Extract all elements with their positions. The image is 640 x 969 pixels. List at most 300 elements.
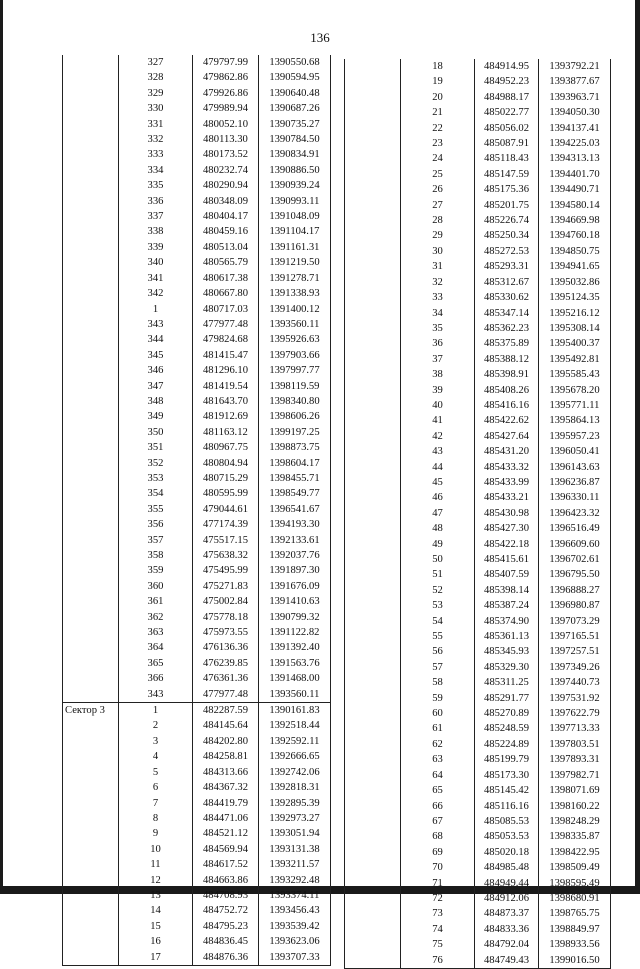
point-number: 334 [119,163,193,178]
coordinate-y: 1395864.13 [549,415,600,427]
table-row [63,780,331,795]
point-number: 59 [401,691,475,706]
sector-cell [345,506,401,521]
coordinate-y: 1397982.71 [549,769,600,781]
coordinate-y: 1398849.97 [549,923,600,935]
sector-cell [345,691,401,706]
coordinate-y: 1398595.49 [549,877,600,889]
point-number: 32 [401,275,475,290]
point-number: 48 [401,521,475,536]
table-row [345,953,611,969]
coordinate-x: 485422.62 [475,413,539,428]
coordinate-x: 477977.48 [193,317,259,332]
sector-label [63,625,119,640]
point-number: 353 [119,471,193,486]
table-row [345,614,611,629]
sector-label [63,409,119,424]
table-row [63,842,331,857]
coordinate-y: 1398765.75 [549,908,600,920]
coordinate-x: 480173.52 [193,147,259,162]
point-number: 64 [401,768,475,783]
table-row [63,194,331,209]
point-number: 67 [401,814,475,829]
table-row [63,70,331,85]
coordinate-x: 485398.14 [475,583,539,598]
sector-cell [345,444,401,459]
point-number: 47 [401,506,475,521]
coordinate-y: 1391161.31 [269,241,320,253]
point-number: 42 [401,429,475,444]
coordinate-y: 1395032.86 [549,276,600,288]
sector-cell [345,860,401,875]
coordinate-y: 1394490.71 [549,184,600,196]
point-number: 361 [119,594,193,609]
point-number: 344 [119,332,193,347]
point-number: 46 [401,490,475,505]
coordinate-x: 484952.23 [475,74,539,89]
coordinate-x: 485085.53 [475,814,539,829]
coordinate-x: 480232.74 [193,163,259,178]
coordinate-y: 1391676.09 [269,580,320,592]
sector-label [63,55,119,70]
table-row [63,950,331,966]
point-number: 75 [401,937,475,952]
coordinate-y: 1393623.06 [269,936,320,948]
sector-label [63,317,119,332]
sector-label [63,178,119,193]
point-number: 71 [401,876,475,891]
sector-label [63,255,119,270]
coordinate-y: 1394137.41 [549,122,600,134]
table-row [63,671,331,686]
sector-cell [345,167,401,182]
point-number: 8 [119,811,193,826]
sector-label [63,903,119,918]
table-row [63,379,331,394]
sector-cell [345,614,401,629]
table-row [345,644,611,659]
table-row [63,486,331,501]
coordinate-x: 485361.13 [475,629,539,644]
sector-cell [345,706,401,721]
coordinate-y: 1397903.66 [269,349,320,361]
sector-cell [345,537,401,552]
point-number: 1 [119,703,193,719]
point-number: 53 [401,598,475,613]
point-number: 30 [401,244,475,259]
coordinate-y: 1391122.82 [269,627,320,639]
coordinate-x: 475517.15 [193,533,259,548]
point-number: 39 [401,383,475,398]
table-row [345,136,611,151]
coordinate-y: 1392742.06 [269,766,320,778]
coordinate-x: 484617.52 [193,857,259,872]
sector-label [63,363,119,378]
sector-label [63,101,119,116]
coordinate-y: 1396980.87 [549,600,600,612]
table-row [345,383,611,398]
point-number: 339 [119,240,193,255]
coordinate-y: 1399016.50 [549,954,600,966]
sector-label [63,348,119,363]
sector-label [63,671,119,686]
table-row [345,598,611,613]
coordinate-x: 480804.94 [193,456,259,471]
table-row [345,429,611,444]
coordinate-x: 485175.36 [475,182,539,197]
coordinate-y: 1390550.68 [269,57,320,68]
sector-cell [345,121,401,136]
sector-label [63,209,119,224]
point-number: 66 [401,799,475,814]
coordinate-x: 485020.18 [475,845,539,860]
coordinate-y: 1390784.50 [269,134,320,146]
coordinate-y: 1390640.48 [269,87,320,99]
coordinate-x: 485408.26 [475,383,539,398]
table-row [63,209,331,224]
table-row [63,440,331,455]
coordinate-y: 1394193.30 [269,519,320,531]
coordinate-y: 1395957.23 [549,430,600,442]
table-row [345,922,611,937]
sector-cell [345,198,401,213]
coordinate-x: 481419.54 [193,379,259,394]
coordinate-y: 1391219.50 [269,257,320,269]
coordinate-y: 1396330.11 [549,492,600,504]
coordinate-x: 484202.80 [193,734,259,749]
table-row [345,583,611,598]
table-row [345,167,611,182]
sector-label [63,687,119,703]
sector-cell [345,845,401,860]
sector-label [63,656,119,671]
table-row [63,286,331,301]
table-row [345,737,611,752]
point-number: 360 [119,579,193,594]
coordinate-y: 1392592.11 [269,735,320,747]
coordinate-y: 1398873.75 [269,442,320,454]
table-row [63,240,331,255]
table-row [63,224,331,239]
coordinate-y: 1393707.33 [269,951,320,963]
coordinate-x: 480715.29 [193,471,259,486]
coordinate-x: 484876.36 [193,950,259,966]
coordinate-x: 484912.06 [475,891,539,906]
coordinate-y: 1391104.17 [269,226,320,238]
point-number: 332 [119,132,193,147]
coordinate-x: 484873.37 [475,906,539,921]
coordinate-x: 475638.32 [193,548,259,563]
table-row [345,321,611,336]
coordinate-y: 1390161.83 [259,703,331,719]
table-row [345,74,611,89]
point-number: 338 [119,224,193,239]
coordinate-x: 485173.30 [475,768,539,783]
sector-label [63,919,119,934]
point-number: 24 [401,151,475,166]
sector-cell [345,490,401,505]
coordinate-x: 484313.66 [193,765,259,780]
table-row [345,413,611,428]
coordinate-y: 1396795.50 [549,569,600,581]
coordinate-x: 484145.64 [193,718,259,733]
sector-label [63,517,119,532]
point-number: 347 [119,379,193,394]
coordinate-x: 479862.86 [193,70,259,85]
coordinate-x: 484752.72 [193,903,259,918]
table-row [63,86,331,101]
point-number: 76 [401,953,475,969]
sector-cell [345,721,401,736]
sector-cell [345,922,401,937]
sector-cell [345,59,401,74]
coordinate-x: 479824.68 [193,332,259,347]
point-number: 18 [401,59,475,74]
sector-label [63,888,119,903]
sector-label [63,286,119,301]
coordinate-y: 1395926.63 [269,334,320,346]
point-number: 61 [401,721,475,736]
point-number: 6 [119,780,193,795]
table-row [63,687,331,703]
coordinate-y: 1393560.11 [269,688,320,700]
table-row [345,398,611,413]
coordinate-y: 1393051.94 [269,828,320,840]
coordinate-x: 485293.31 [475,259,539,274]
coordinate-y: 1395492.81 [549,353,600,365]
coordinate-x: 484471.06 [193,811,259,826]
coordinate-y: 1398933.56 [549,939,600,951]
sector-label [63,563,119,578]
sector-cell [345,552,401,567]
point-number: 359 [119,563,193,578]
table-row [345,829,611,844]
coordinate-y: 1396888.27 [549,584,600,596]
point-number: 20 [401,90,475,105]
table-row [345,306,611,321]
coordinate-x: 476239.85 [193,656,259,671]
point-number: 3 [119,734,193,749]
point-number: 2 [119,718,193,733]
coordinate-y: 1390735.27 [269,118,320,130]
point-number: 15 [119,919,193,934]
sector-cell [345,151,401,166]
sector-cell [345,937,401,952]
point-number: 29 [401,228,475,243]
coordinate-y: 1394580.14 [549,199,600,211]
point-number: 357 [119,533,193,548]
coordinate-y: 1398071.69 [549,785,600,797]
table-row [63,903,331,918]
point-number: 57 [401,660,475,675]
table-row [345,475,611,490]
coordinate-y: 1397440.73 [549,677,600,689]
sector-cell [345,182,401,197]
table-row [63,919,331,934]
coordinates-table-right [344,59,611,969]
coordinate-x: 485224.89 [475,737,539,752]
sector-label [63,163,119,178]
coordinate-x: 484985.48 [475,860,539,875]
coordinate-y: 1396702.61 [549,554,600,565]
sector-label [63,456,119,471]
point-number: 36 [401,336,475,351]
table-row [63,548,331,563]
coordinate-x: 485330.62 [475,290,539,305]
coordinate-x: 484569.94 [193,842,259,857]
coordinate-x: 485272.53 [475,244,539,259]
point-number: 45 [401,475,475,490]
sector-cell [345,675,401,690]
table-row [63,317,331,332]
table-row [345,121,611,136]
table-row [63,178,331,193]
table-row [345,706,611,721]
coordinate-x: 475271.83 [193,579,259,594]
coordinate-y: 1391400.12 [269,303,320,315]
sector-cell [345,906,401,921]
table-row [345,244,611,259]
coordinate-y: 1390993.11 [269,195,320,207]
point-number: 44 [401,460,475,475]
sector-cell [345,321,401,336]
coordinate-x: 480967.75 [193,440,259,455]
point-number: 26 [401,182,475,197]
coordinate-x: 485387.24 [475,598,539,613]
coordinate-x: 481912.69 [193,409,259,424]
point-number: 5 [119,765,193,780]
table-row [63,811,331,826]
coordinate-y: 1395216.12 [549,307,600,319]
point-number: 69 [401,845,475,860]
point-number: 362 [119,610,193,625]
point-number: 31 [401,259,475,274]
table-row [345,290,611,305]
sector-cell [345,876,401,891]
coordinate-y: 1393877.67 [549,76,600,88]
sector-cell [345,768,401,783]
coordinate-y: 1394760.18 [549,230,600,242]
coordinate-y: 1393131.38 [269,843,320,855]
sector-cell [345,105,401,120]
sector-cell [345,475,401,490]
coordinate-x: 484663.86 [193,873,259,888]
table-row [63,796,331,811]
point-number: 37 [401,352,475,367]
sector-label [63,579,119,594]
coordinate-y: 1393539.42 [269,920,320,932]
table-row [63,749,331,764]
coordinate-x: 480595.99 [193,486,259,501]
table-row [63,640,331,655]
sector-label [63,240,119,255]
point-number: 327 [119,55,193,70]
coordinate-x: 485087.91 [475,136,539,151]
point-number: 50 [401,552,475,567]
coordinate-y: 1393560.11 [269,318,320,330]
coordinate-x: 484419.79 [193,796,259,811]
point-number: 348 [119,394,193,409]
point-number: 345 [119,348,193,363]
coordinate-x: 475002.84 [193,594,259,609]
coordinate-x: 485374.90 [475,614,539,629]
point-number: 51 [401,567,475,582]
table-row [63,579,331,594]
sector-cell [345,259,401,274]
coordinate-y: 1398604.17 [269,457,320,469]
point-number: 43 [401,444,475,459]
point-number: 41 [401,413,475,428]
sector-label [63,194,119,209]
coordinate-y: 1393292.48 [269,874,320,886]
coordinate-x: 480667.80 [193,286,259,301]
coordinate-x: 485250.34 [475,228,539,243]
sector-label [63,857,119,872]
coordinate-y: 1392666.65 [269,751,320,763]
sector-cell [345,891,401,906]
table-row [63,888,331,903]
table-row [63,826,331,841]
table-row [345,367,611,382]
table-row [345,275,611,290]
coordinate-y: 1397531.92 [549,692,600,704]
sector-label [63,718,119,733]
coordinate-y: 1392518.44 [269,720,320,732]
table-row [63,471,331,486]
table-row [345,891,611,906]
coordinate-x: 480617.38 [193,271,259,286]
coordinate-x: 481415.47 [193,348,259,363]
coordinate-x: 485199.79 [475,752,539,767]
table-row [345,721,611,736]
point-number: 1 [119,302,193,317]
coordinate-x: 484795.23 [193,919,259,934]
point-number: 365 [119,656,193,671]
coordinate-y: 1397165.51 [549,631,600,643]
coordinate-x: 480717.03 [193,302,259,317]
coordinate-y: 1398509.49 [549,862,600,874]
sector-cell [345,521,401,536]
coordinate-y: 1394850.75 [549,245,600,257]
sector-label [63,873,119,888]
sector-cell [345,228,401,243]
coordinate-y: 1392037.76 [269,550,320,561]
point-number: 336 [119,194,193,209]
coordinate-x: 484833.36 [475,922,539,937]
coordinate-y: 1395771.11 [549,399,600,411]
coordinate-x: 484988.17 [475,90,539,105]
sector-label [63,224,119,239]
coordinate-y: 1397803.51 [549,738,600,750]
table-row [63,147,331,162]
table-row [345,906,611,921]
coordinate-x: 480513.04 [193,240,259,255]
table-row [345,537,611,552]
sector-cell [345,398,401,413]
table-row [63,857,331,872]
point-number: 72 [401,891,475,906]
sector-label [63,502,119,517]
point-number: 330 [119,101,193,116]
table-row [345,752,611,767]
table-row [63,332,331,347]
coordinate-y: 1398335.87 [549,831,600,843]
coordinate-x: 485270.89 [475,706,539,721]
point-number: 35 [401,321,475,336]
point-number: 11 [119,857,193,872]
coordinate-x: 475495.99 [193,563,259,578]
coordinate-x: 484836.45 [193,934,259,949]
